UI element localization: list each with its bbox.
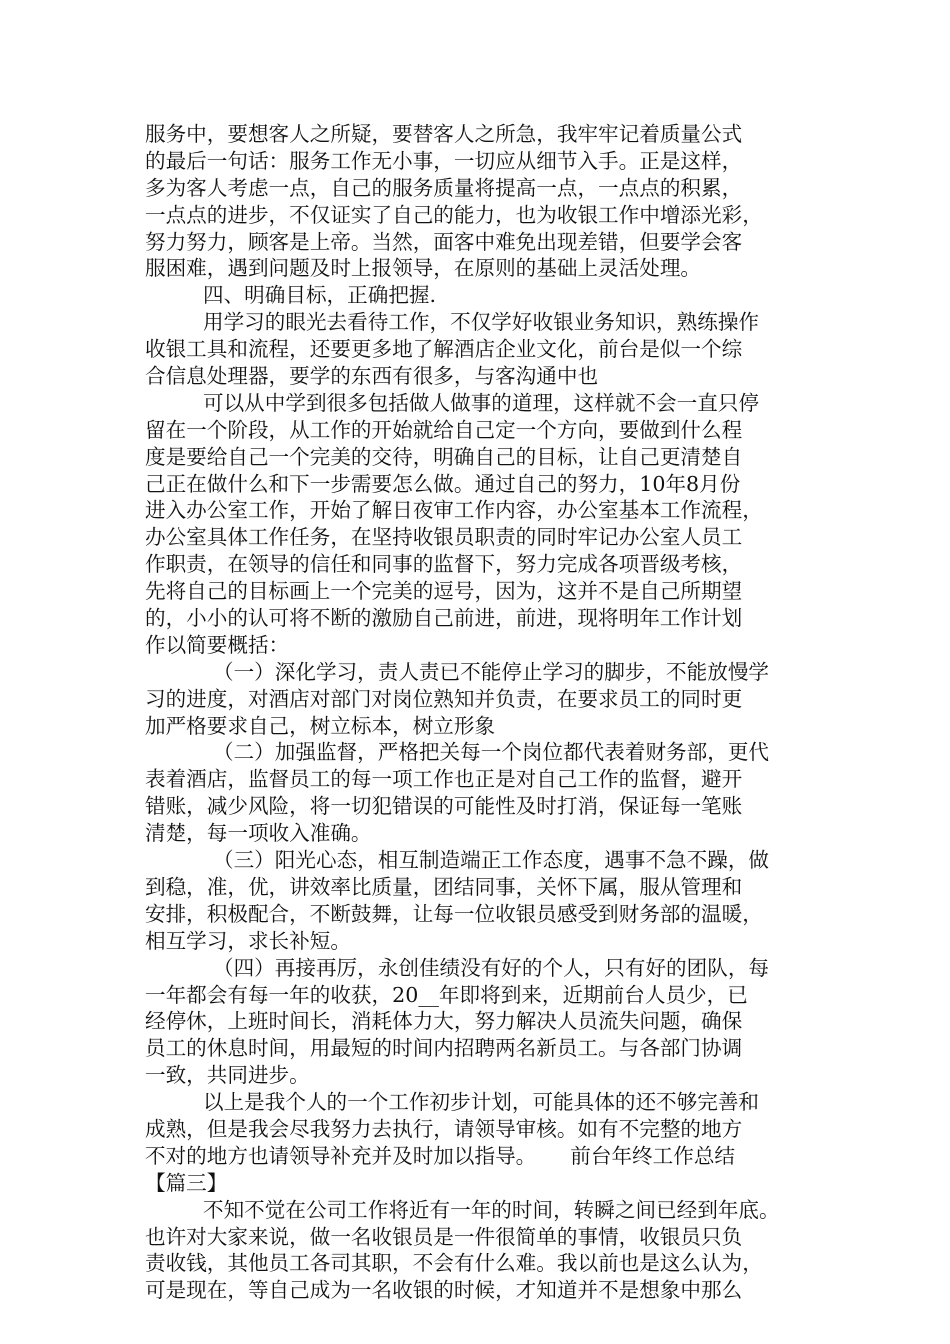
- text-line: 相互学习，求长补短。: [145, 928, 351, 953]
- text-line: （四）再接再厉，永创佳绩没有好的个人，只有好的团队，每: [213, 955, 770, 980]
- text-line: （三）阳光心态，相互制造端正工作态度，遇事不急不躁，做: [213, 848, 770, 873]
- text-line: 合信息处理器，要学的东西有很多，与客沟通中也: [145, 364, 599, 389]
- text-line: 的最后一句话：服务工作无小事，一切应从细节入手。正是这样，: [145, 148, 743, 173]
- text-line: 一年都会有每一年的收获，20__年即将到来，近期前台人员少，已: [145, 982, 748, 1007]
- text-block-plan: [145, 121, 815, 1143]
- text-line: 度是要给自己一个完美的交待，明确自己的目标，让自己更清楚自: [145, 444, 743, 469]
- text-line: 到稳，准，优，讲效率比质量，团结同事，关怀下属，服从管理和: [145, 874, 743, 899]
- document-body: [145, 121, 815, 1304]
- text-line: （一）深化学习，责人责已不能停止学习的脚步，不能放慢学: [213, 659, 770, 684]
- text-line: 己正在做什么和下一步需要怎么做。通过自己的努力，10年8月份: [145, 471, 741, 496]
- text-line: 表着酒店，监督员工的每一项工作也正是对自己工作的监督，避开: [145, 767, 743, 792]
- text-line: 多为客人考虑一点，自己的服务质量将提高一点，一点点的积累，: [145, 175, 743, 200]
- text-line: 收银工具和流程，还要更多地了解酒店企业文化，前台是似一个综: [145, 337, 743, 362]
- text-line: 清楚，每一项收入准确。: [145, 821, 372, 846]
- text-line: 四、明确目标，正确把握.: [203, 283, 437, 308]
- text-line: 先将自己的目标画上一个完美的逗号，因为，这并不是自己所期望: [145, 579, 743, 604]
- text-line: 留在一个阶段，从工作的开始就给自己定一个方向，要做到什么程: [145, 417, 743, 442]
- text-line: 的，小小的认可将不断的激励自己前进，前进，现将明年工作计划: [145, 606, 743, 631]
- text-line: 也许对大家来说，做一名收银员是一件很简单的事情，收银员只负: [145, 1224, 743, 1249]
- text-line: 可是现在，等自己成为一名收银的时候，才知道并不是想象中那么: [145, 1278, 743, 1303]
- split-line-left: 不对的地方也请领导补充并及时加以指导。: [145, 1143, 537, 1168]
- text-line: 员工的休息时间，用最短的时间内招聘两名新员工。与各部门协调: [145, 1036, 743, 1061]
- text-line: 作职责，在领导的信任和同事的监督下，努力完成各项晋级考核，: [145, 552, 743, 577]
- text-line: 服困难，遇到问题及时上报领导，在原则的基础上灵活处理。: [145, 256, 702, 281]
- text-line: 努力努力，顾客是上帝。当然，面客中难免出现差错，但要学会客: [145, 229, 743, 254]
- section-title-year-end-summary: 前台年终工作总结: [570, 1143, 736, 1168]
- text-line: 成熟，但是我会尽我努力去执行，请领导审核。如有不完整的地方: [145, 1116, 743, 1141]
- text-line: 经停休，上班时间长，消耗体力大，努力解决人员流失问题，确保: [145, 1009, 743, 1034]
- text-line: 不知不觉在公司工作将近有一年的时间，转瞬之间已经到年底。: [203, 1197, 780, 1222]
- text-line: 责收钱，其他员工各司其职，不会有什么难。我以前也是这么认为，: [145, 1251, 763, 1276]
- text-line: 进入办公室工作，开始了解日夜审工作内容，办公室基本工作流程，: [145, 498, 763, 523]
- text-line: 以上是我个人的一个工作初步计划，可能具体的还不够完善和: [203, 1090, 760, 1115]
- text-line: 加严格要求自己，树立标本，树立形象: [145, 713, 496, 738]
- text-line: 安排，积极配合，不断鼓舞，让每一位收银员感受到财务部的温暖，: [145, 901, 763, 926]
- text-line: （二）加强监督，严格把关每一个岗位都代表着财务部，更代: [213, 740, 770, 765]
- text-line: 错账，减少风险，将一切犯错误的可能性及时打消，保证每一笔账: [145, 794, 743, 819]
- text-line-split: [145, 1143, 815, 1170]
- text-line: 一点点的进步，不仅证实了自己的能力，也为收银工作中增添光彩，: [145, 202, 763, 227]
- text-line: 习的进度，对酒店对部门对岗位熟知并负责，在要求员工的同时更: [145, 686, 743, 711]
- text-line: 用学习的眼光去看待工作，不仅学好收银业务知识，熟练操作: [203, 310, 760, 335]
- text-line: 可以从中学到很多包括做人做事的道理，这样就不会一直只停: [203, 390, 760, 415]
- text-line: 服务中，要想客人之所疑，要替客人之所急，我牢牢记着质量公式: [145, 122, 743, 146]
- text-line: 办公室具体工作任务，在坚持收银员职责的同时牢记办公室人员工: [145, 525, 743, 550]
- text-line: 一致，共同进步。: [145, 1063, 310, 1088]
- text-line: 【篇三】: [145, 1170, 228, 1195]
- text-line: 作以简要概括：: [145, 632, 290, 657]
- text-block-part-three: [145, 1170, 815, 1304]
